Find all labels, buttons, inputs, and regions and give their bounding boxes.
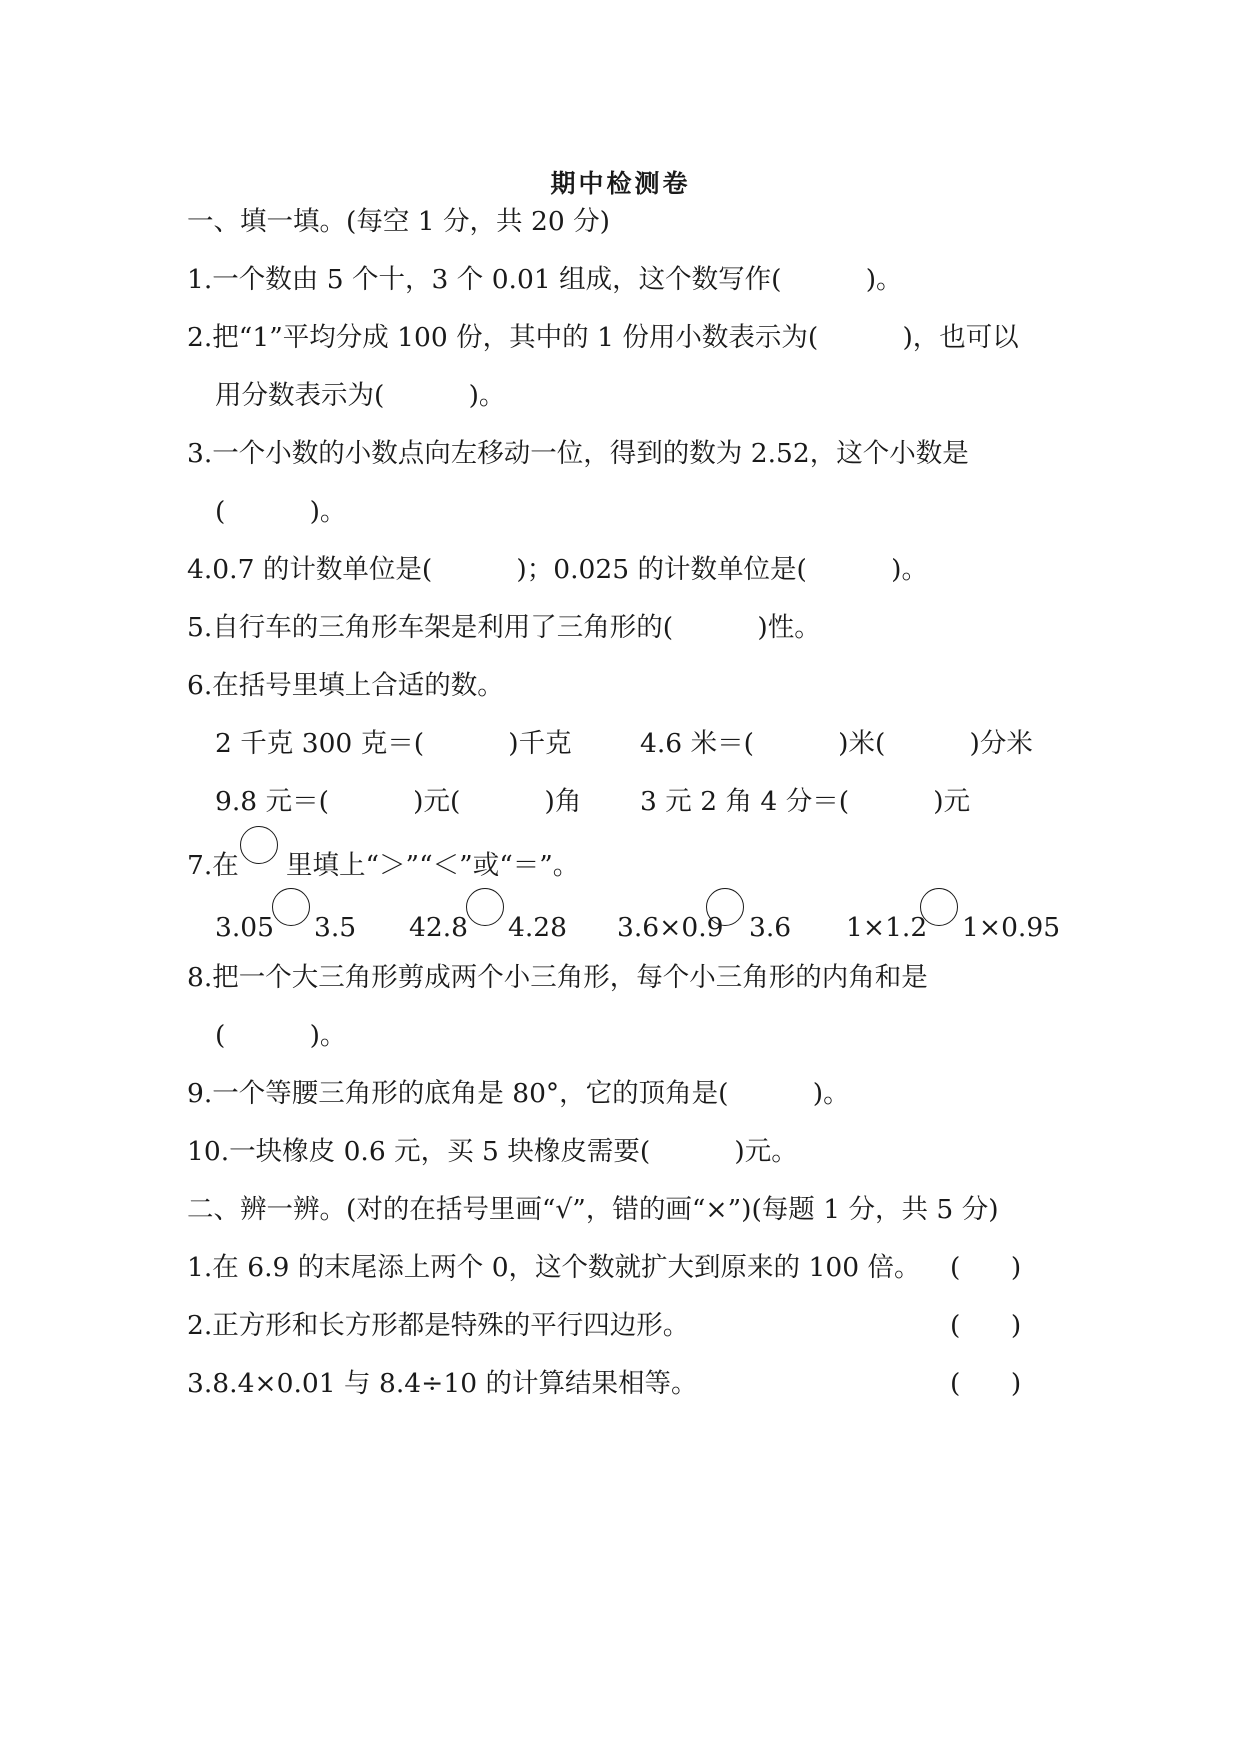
compare-circle-2[interactable] — [466, 888, 504, 926]
q7-item-3-left: 3.6×0.9 — [617, 912, 724, 943]
question-7-prefix: 7.在 — [187, 850, 239, 881]
q7-item-2-right: 4.28 — [508, 912, 568, 943]
judge-item-1-answer[interactable]: ( ) — [950, 1252, 1022, 1283]
compare-circle-3[interactable] — [706, 888, 744, 926]
question-9: 9.一个等腰三角形的底角是 80°，它的顶角是( )。 — [187, 1078, 850, 1109]
question-6-item-c: 9.8 元＝( )元( )角 — [215, 786, 582, 817]
q7-item-3-right: 3.6 — [749, 912, 792, 943]
judge-item-3-answer[interactable]: ( ) — [950, 1368, 1022, 1399]
question-6-item-b: 4.6 米＝( )米( )分米 — [640, 728, 1033, 759]
question-8-line1: 8.把一个大三角形剪成两个小三角形，每个小三角形的内角和是 — [187, 962, 928, 993]
question-3-line1: 3.一个小数的小数点向左移动一位，得到的数为 2.52，这个小数是 — [187, 438, 969, 469]
question-5: 5.自行车的三角形车架是利用了三角形的( )性。 — [187, 612, 821, 643]
question-8-line2: ( )。 — [215, 1020, 347, 1051]
question-6-item-a: 2 千克 300 克＝( )千克 — [215, 728, 572, 759]
judge-item-1-text: 1.在 6.9 的末尾添上两个 0，这个数就扩大到原来的 100 倍。 — [187, 1252, 921, 1283]
compare-circle-example — [240, 826, 278, 864]
question-4: 4.0.7 的计数单位是( )；0.025 的计数单位是( )。 — [187, 554, 928, 585]
page-title: 期中检测卷 — [550, 169, 691, 198]
question-3-line2: ( )。 — [215, 496, 347, 527]
section1-heading: 一、填一填。(每空 1 分，共 20 分) — [187, 206, 610, 237]
judge-item-2-answer[interactable]: ( ) — [950, 1310, 1022, 1341]
judge-item-2-text: 2.正方形和长方形都是特殊的平行四边形。 — [187, 1310, 690, 1341]
q7-item-1-left: 3.05 — [215, 912, 275, 943]
q7-item-4-left: 1×1.2 — [846, 912, 928, 943]
compare-circle-4[interactable] — [920, 888, 958, 926]
q7-item-1-right: 3.5 — [314, 912, 357, 943]
question-7-suffix: 里填上“＞”“＜”或“＝”。 — [286, 850, 580, 881]
question-2-line2: 用分数表示为( )。 — [215, 380, 506, 411]
q7-item-2-left: 42.8 — [409, 912, 469, 943]
compare-circle-1[interactable] — [272, 888, 310, 926]
section2-heading: 二、辨一辨。(对的在括号里画“√”，错的画“×”)(每题 1 分，共 5 分) — [187, 1194, 999, 1225]
question-6: 6.在括号里填上合适的数。 — [187, 670, 504, 701]
question-2-line1: 2.把“1”平均分成 100 份，其中的 1 份用小数表示为( )，也可以 — [187, 322, 1019, 353]
question-10: 10.一块橡皮 0.6 元，买 5 块橡皮需要( )元。 — [187, 1136, 798, 1167]
judge-item-3-text: 3.8.4×0.01 与 8.4÷10 的计算结果相等。 — [187, 1368, 698, 1399]
question-6-item-d: 3 元 2 角 4 分＝( )元 — [640, 786, 971, 817]
q7-item-4-right: 1×0.95 — [962, 912, 1061, 943]
question-1: 1.一个数由 5 个十，3 个 0.01 组成，这个数写作( )。 — [187, 264, 903, 295]
